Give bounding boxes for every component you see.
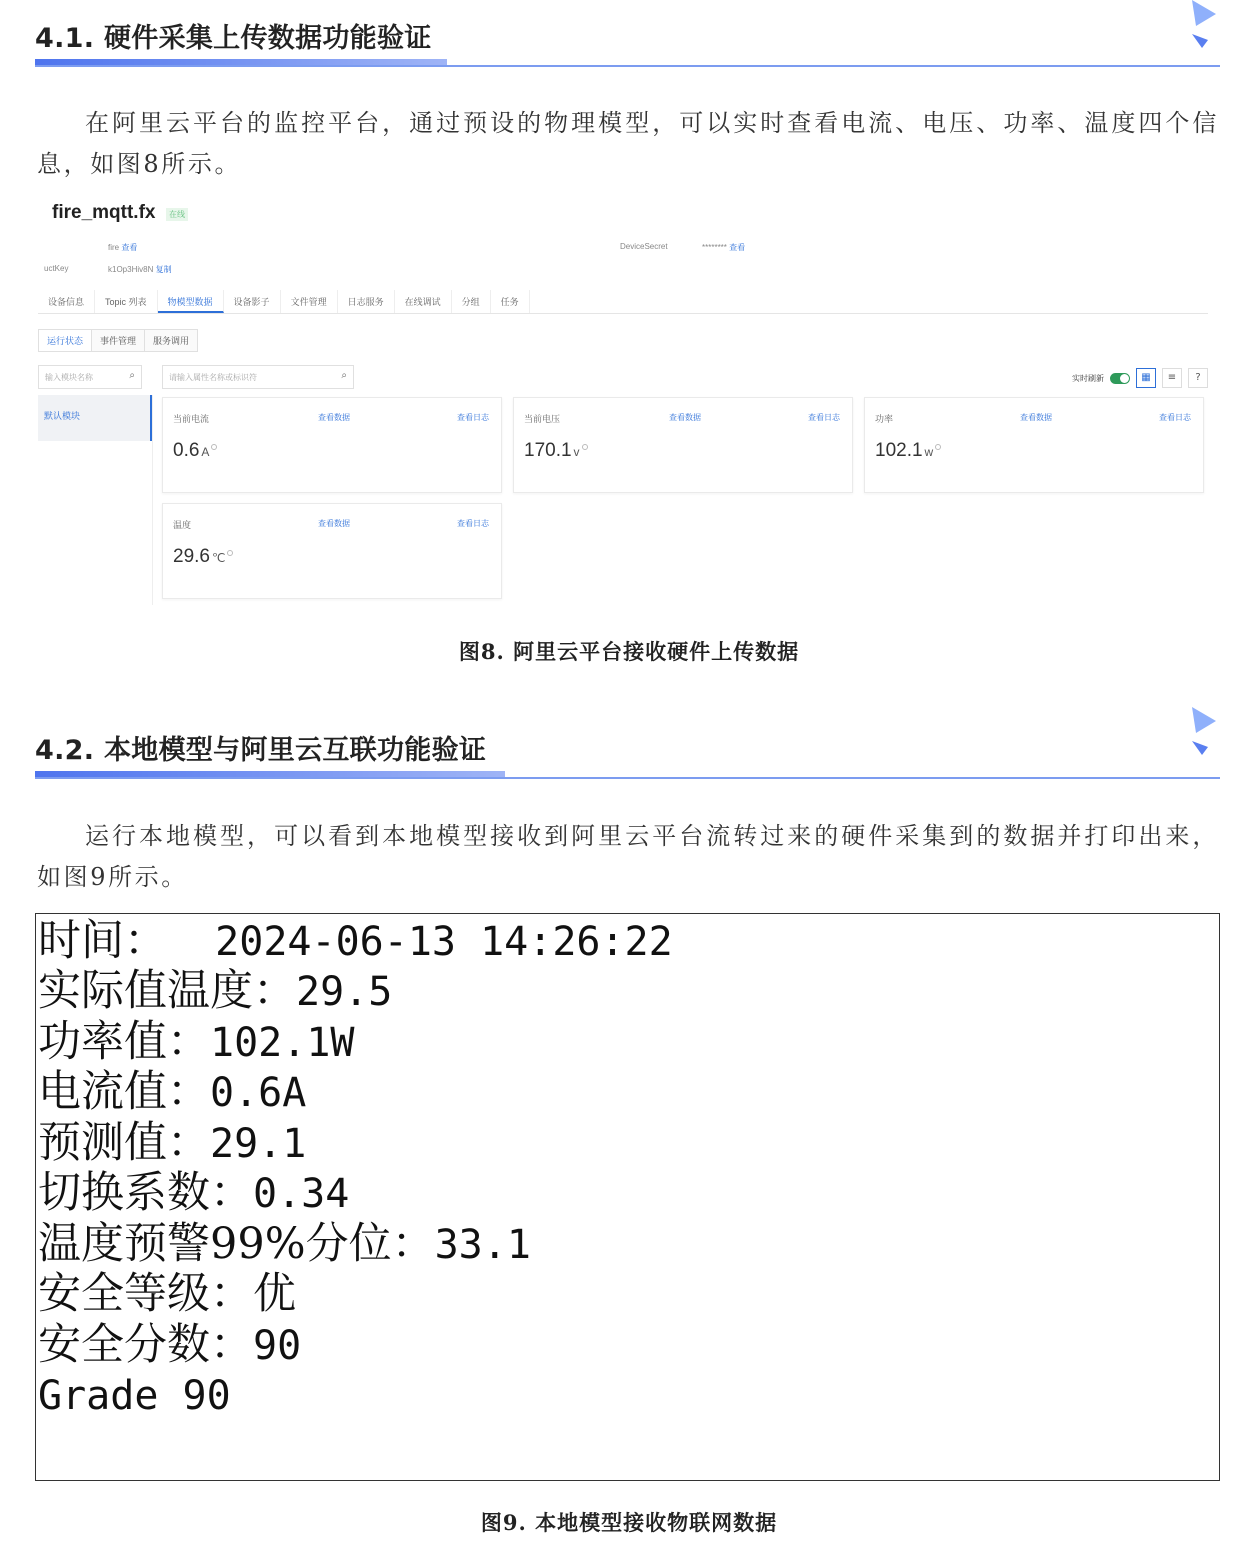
view-log-link[interactable]: 查看日志 [457, 519, 489, 528]
realtime-refresh-toggle[interactable] [1110, 373, 1130, 384]
card-unit: A [201, 445, 210, 459]
product-key-value: k1Op3Hiv8N [108, 265, 154, 274]
section-rule [35, 65, 1220, 67]
output-value: 29.1 [210, 1121, 307, 1167]
subtab-running-status[interactable]: 运行状态 [38, 329, 92, 352]
output-value: 102.1W [210, 1020, 355, 1066]
product-key-label: uctKey [44, 264, 69, 273]
info-icon [935, 444, 941, 450]
figure-8-cloud-console [38, 190, 1220, 608]
output-label: 实际值温度： [38, 966, 296, 1016]
output-value: 0.6A [210, 1070, 307, 1116]
card-value: 29.6 [173, 546, 210, 567]
output-label: 电流值： [38, 1067, 210, 1117]
device-secret-link[interactable]: 查看 [729, 243, 746, 252]
subtabs [38, 329, 197, 352]
card-title: 温度 [173, 520, 192, 530]
card-value: 102.1 [875, 440, 923, 461]
card-unit: w [924, 445, 934, 459]
card-title: 当前电压 [524, 414, 561, 424]
card-value-row [173, 440, 217, 462]
output-line-temperature-warning [38, 1219, 531, 1270]
search-icon: ⌕ [129, 370, 135, 381]
section-rule [35, 777, 1220, 779]
status-badge: 在线 [166, 208, 188, 221]
output-line-predicted [38, 1118, 306, 1169]
view-log-link[interactable]: 查看日志 [1159, 413, 1191, 422]
tab-device-info[interactable]: 设备信息 [38, 290, 95, 313]
tab-thing-model-data[interactable]: 物模型数据 [158, 290, 224, 313]
output-label: 功率值： [38, 1017, 210, 1067]
card-value: 0.6 [173, 440, 200, 461]
attribute-search-input[interactable] [162, 365, 354, 389]
tab-log-service[interactable]: 日志服务 [338, 290, 395, 313]
grid-view-icon[interactable]: ▦ [1136, 368, 1156, 388]
output-label: 安全分数： [38, 1320, 253, 1370]
output-value: 90 [253, 1323, 302, 1369]
tab-online-debug[interactable]: 在线调试 [395, 290, 452, 313]
output-value: Grade 90 [38, 1373, 231, 1419]
property-card-voltage [513, 397, 853, 493]
search-icon: ⌕ [341, 370, 347, 381]
view-log-link[interactable]: 查看日志 [808, 413, 840, 422]
property-card-power [864, 397, 1204, 493]
attribute-search-placeholder: 请输入属性名称或标识符 [169, 373, 257, 382]
module-search-input[interactable] [38, 365, 142, 389]
card-value-row [875, 440, 941, 462]
paragraph-1: 在阿里云平台的监控平台，通过预设的物理模型，可以实时查看电流、电压、功率、温度四个信息，如图8所示。 [37, 109, 1219, 178]
copy-link[interactable]: 复制 [155, 265, 172, 274]
tab-group[interactable]: 分组 [452, 290, 491, 313]
property-card-temperature [162, 503, 502, 599]
view-data-link[interactable]: 查看数据 [1020, 413, 1052, 422]
section-4-2-header [35, 705, 1220, 783]
output-label: 安全等级： [38, 1269, 253, 1319]
card-title: 当前电流 [173, 414, 210, 424]
product-key-row [108, 264, 172, 275]
output-label: 预测值： [38, 1118, 210, 1168]
sidebar-item-default-module[interactable]: 默认模块 [38, 395, 152, 441]
card-unit: v [573, 445, 580, 459]
sidebar-divider [152, 395, 153, 605]
subtab-service-call[interactable]: 服务调用 [144, 329, 198, 352]
figure-9-caption: 图9. 本地模型接收物联网数据 [480, 1510, 778, 1535]
output-value: 优 [253, 1269, 296, 1319]
device-tabs [38, 290, 1208, 314]
help-icon[interactable]: ? [1188, 368, 1208, 388]
paragraph-2: 运行本地模型，可以看到本地模型接收到阿里云平台流转过来的硬件采集到的数据并打印出来，如图9所示。 [37, 822, 1219, 891]
output-line-safety-score [38, 1320, 301, 1371]
module-search-placeholder: 输入模块名称 [45, 373, 93, 382]
device-secret-label: DeviceSecret [620, 242, 668, 251]
row1-value: fire [108, 243, 120, 252]
tab-topic-list[interactable]: Topic 列表 [95, 290, 158, 313]
tab-task[interactable]: 任务 [491, 290, 530, 313]
output-line-grade [38, 1371, 231, 1421]
output-line-time [38, 916, 673, 967]
tab-device-shadow[interactable]: 设备影子 [224, 290, 281, 313]
view-log-link[interactable]: 查看日志 [457, 413, 489, 422]
row1-link[interactable]: 查看 [121, 243, 138, 252]
card-title: 功率 [875, 414, 894, 424]
view-data-link[interactable]: 查看数据 [669, 413, 701, 422]
info-icon [582, 444, 588, 450]
output-value: 29.5 [296, 969, 393, 1015]
corner-arrow-icon [1186, 707, 1220, 757]
realtime-refresh-label: 实时刷新 [1072, 373, 1104, 383]
list-view-icon[interactable]: ≡ [1162, 368, 1182, 388]
corner-arrow-icon [1186, 0, 1220, 50]
output-label: 温度预警99%分位： [38, 1219, 435, 1269]
output-line-actual-temperature [38, 966, 392, 1017]
card-value-row [524, 440, 588, 462]
device-secret-value: ******** [702, 243, 727, 252]
output-value: 33.1 [434, 1222, 531, 1268]
device-row-1 [108, 242, 137, 253]
card-value: 170.1 [524, 440, 572, 461]
section-4-1-header [35, 0, 1220, 70]
section-title: 4.1. 硬件采集上传数据功能验证 [35, 23, 432, 54]
figure-9-terminal-output [35, 913, 1220, 1481]
section-title: 4.2. 本地模型与阿里云互联功能验证 [35, 735, 487, 766]
output-label: 切换系数： [38, 1168, 253, 1218]
output-line-switch-coefficient [38, 1168, 349, 1219]
info-icon [227, 550, 233, 556]
output-value: 2024-06-13 14:26:22 [167, 919, 673, 965]
tab-file-management[interactable]: 文件管理 [281, 290, 338, 313]
subtab-event-management[interactable]: 事件管理 [91, 329, 145, 352]
view-data-link[interactable]: 查看数据 [318, 413, 350, 422]
figure-8-caption: 图8. 阿里云平台接收硬件上传数据 [458, 639, 800, 664]
device-name: fire_mqtt.fx [52, 202, 156, 223]
property-card-current [162, 397, 502, 493]
view-toolbar [1072, 368, 1208, 388]
info-icon [211, 444, 217, 450]
device-secret-row [702, 242, 745, 253]
output-value: 0.34 [253, 1171, 350, 1217]
output-line-current [38, 1067, 306, 1118]
output-line-safety-level [38, 1269, 296, 1320]
card-unit: ℃ [211, 551, 226, 565]
output-line-power [38, 1017, 355, 1068]
output-label: 时间： [38, 916, 167, 966]
card-value-row [173, 546, 233, 568]
view-data-link[interactable]: 查看数据 [318, 519, 350, 528]
